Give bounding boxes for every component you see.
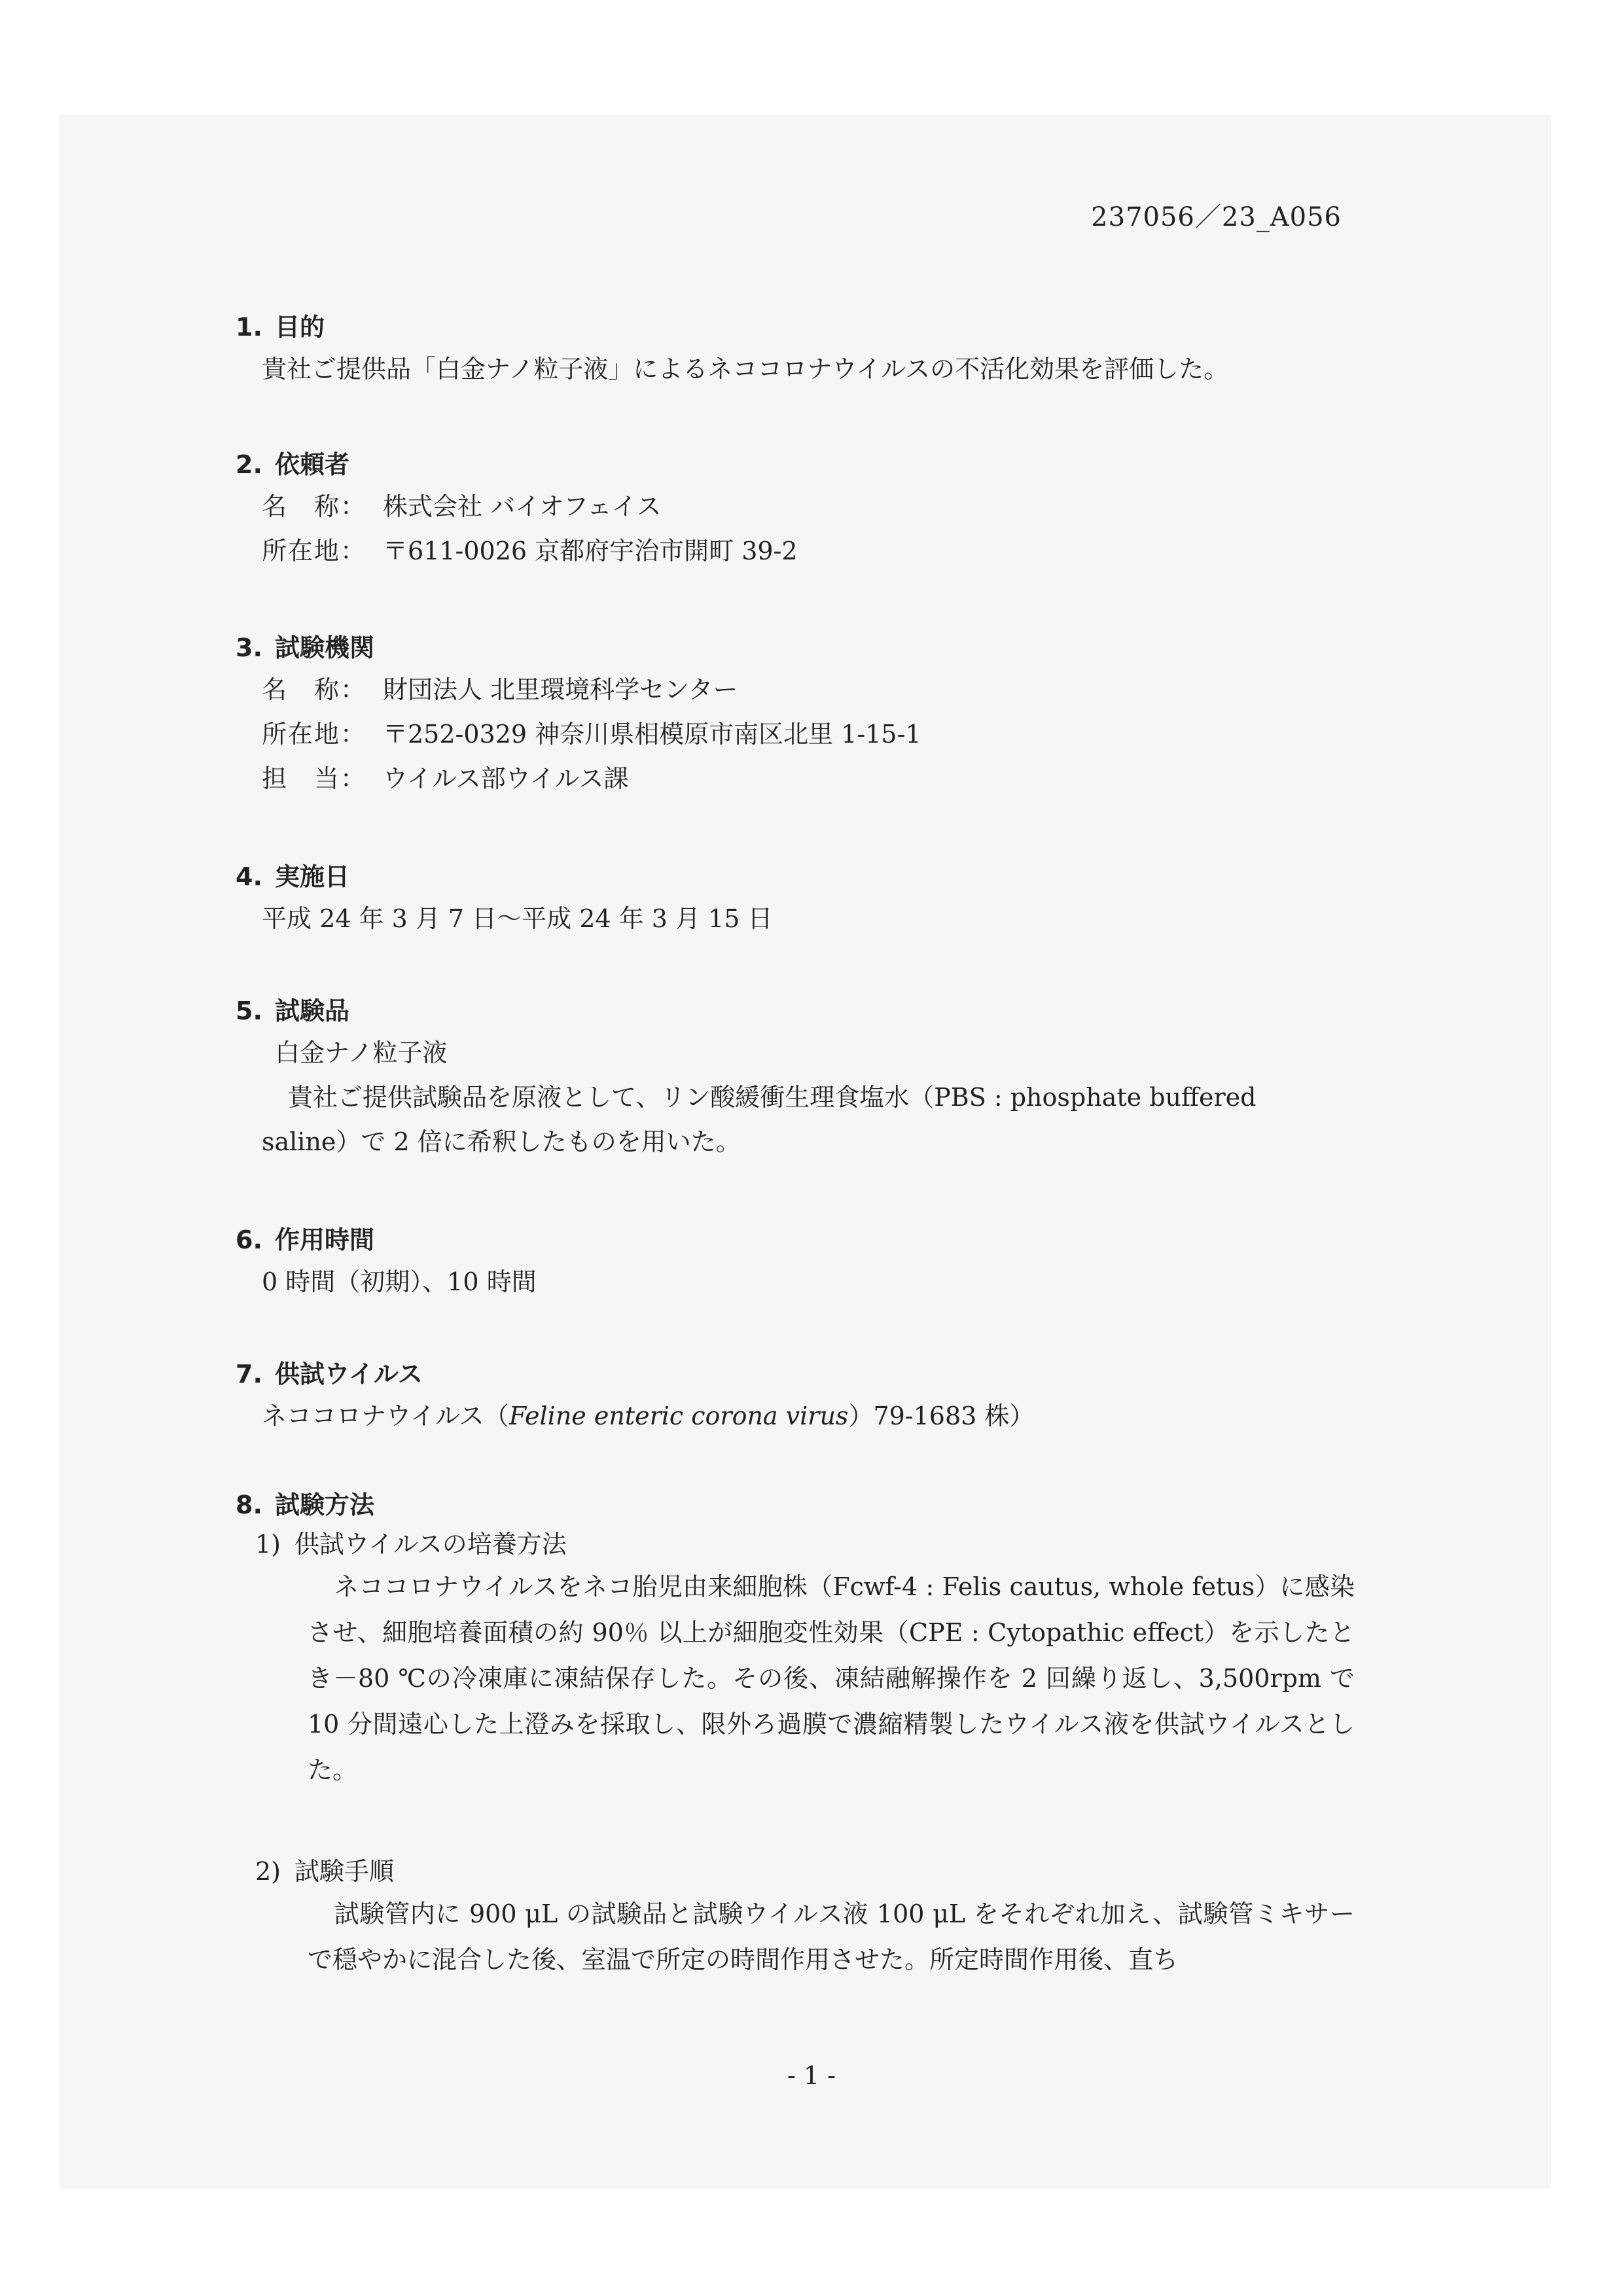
test-item-description: [236, 1075, 1322, 1164]
action-time-text: 0 時間（初期）、10 時間: [262, 1267, 537, 1296]
org-contact-row: [236, 756, 1348, 801]
section-number: 6.: [236, 1226, 262, 1254]
client-address-row: [236, 529, 1348, 573]
subsection-procedure: [236, 1852, 1355, 1983]
paragraph-text: 試験管内に 900 μL の試験品と試験ウイルス液 100 μL をそれぞれ加え、試験管ミキサーで穏やかに混合した後、室温で所定の時間作用させた。所定時間作用後、直ち: [308, 1899, 1355, 1974]
section-number: 5.: [236, 997, 262, 1025]
section-test-virus: [236, 1354, 1348, 1438]
field-value: ウイルス部ウイルス課: [383, 764, 629, 793]
section-heading: [236, 991, 1348, 1031]
section-purpose: [236, 308, 1348, 391]
section-testing-organization: [236, 628, 1348, 801]
section-date: [236, 857, 1348, 941]
field-value: 〒252-0329 神奈川県相模原市南区北里 1-15-1: [383, 720, 921, 749]
section-title: 作用時間: [275, 1226, 375, 1254]
virus-name: [236, 1394, 1348, 1438]
virus-scientific-name: Feline enteric corona virus: [508, 1402, 849, 1430]
document-id: 237056／23_A056: [1091, 202, 1342, 232]
section-number: 8.: [236, 1491, 262, 1519]
virus-suffix: ）79-1683 株）: [848, 1402, 1035, 1430]
subsection-heading: [255, 1525, 1348, 1564]
section-title: 実施日: [275, 862, 350, 891]
test-dates: 平成 24 年 3 月 7 日〜平成 24 年 3 月 15 日: [262, 904, 773, 933]
subsection-number: 1): [255, 1530, 281, 1559]
field-value: 〒611-0026 京都府宇治市開町 39-2: [383, 537, 798, 565]
field-value: 財団法人 北里環境科学センター: [383, 675, 738, 704]
org-address-row: [236, 712, 1348, 756]
section-title: 試験品: [275, 997, 350, 1025]
subsection-number: 2): [255, 1857, 281, 1886]
paragraph-text: ネココロナウイルスをネコ胎児由来細胞株（Fcwf-4 : Felis cautus, whole fetus）に感染させ、細胞培養面積の約 90％ 以上が細胞変性効果（CPE : Cytopathic effect）を示したとき－80 ℃の冷凍庫に凍結保存した。その後、凍結融解操作を 2 回繰り返し、3,500rpm で 10 分間遠心した上澄みを採取し、限外ろ過膜で濃縮精製したウイルス液を供試ウイルスとした。: [308, 1572, 1355, 1784]
paragraph-text: 貴社ご提供試験品を原液として、リン酸緩衝生理食塩水（PBS : phosphate buffered saline）で 2 倍に希釈したものを用いた。: [262, 1083, 1257, 1156]
section-heading: [236, 857, 1348, 896]
procedure-paragraph: [255, 1891, 1355, 1983]
client-name-row: [236, 484, 1348, 529]
subsection-culture: [236, 1525, 1355, 1793]
subsection-title: 試験手順: [294, 1857, 395, 1886]
section-client: [236, 445, 1348, 573]
section-heading: [236, 628, 1348, 667]
virus-prefix: ネココロナウイルス（: [262, 1402, 509, 1430]
subsection-title: 供試ウイルスの培養方法: [294, 1530, 567, 1559]
field-value: 株式会社 バイオフェイス: [383, 492, 662, 521]
field-label: 所在地：: [262, 537, 367, 565]
section-number: 2.: [236, 450, 262, 479]
field-label: 所在地：: [262, 720, 367, 749]
section-number: 4.: [236, 862, 262, 891]
section-action-time: [236, 1220, 1348, 1304]
section-test-method: [236, 1485, 1355, 1983]
field-label: 担 当：: [262, 764, 367, 793]
culture-method-paragraph: [255, 1564, 1355, 1793]
subsection-heading: [255, 1852, 1348, 1891]
section-title: 依頼者: [275, 450, 350, 479]
section-heading: [236, 445, 1348, 484]
field-label: 名 称：: [262, 492, 367, 521]
section-heading: [236, 1354, 1348, 1394]
org-name-row: [236, 667, 1348, 712]
section-heading: [236, 1485, 1348, 1525]
section-number: 1.: [236, 313, 262, 342]
test-item-name: 白金ナノ粒子液: [275, 1038, 448, 1067]
section-number: 3.: [236, 633, 262, 662]
section-heading: [236, 1220, 1348, 1260]
section-title: 試験機関: [275, 633, 375, 662]
section-title: 供試ウイルス: [275, 1360, 423, 1388]
purpose-text: 貴社ご提供品「白金ナノ粒子液」によるネココロナウイルスの不活化効果を評価した。: [262, 355, 1229, 383]
section-title: 試験方法: [275, 1491, 375, 1519]
section-title: 目的: [275, 313, 325, 342]
section-heading: [236, 308, 1348, 347]
section-test-item: [236, 991, 1348, 1164]
page-number: - 1 -: [787, 2061, 836, 2090]
section-number: 7.: [236, 1360, 262, 1388]
field-label: 名 称：: [262, 675, 367, 704]
